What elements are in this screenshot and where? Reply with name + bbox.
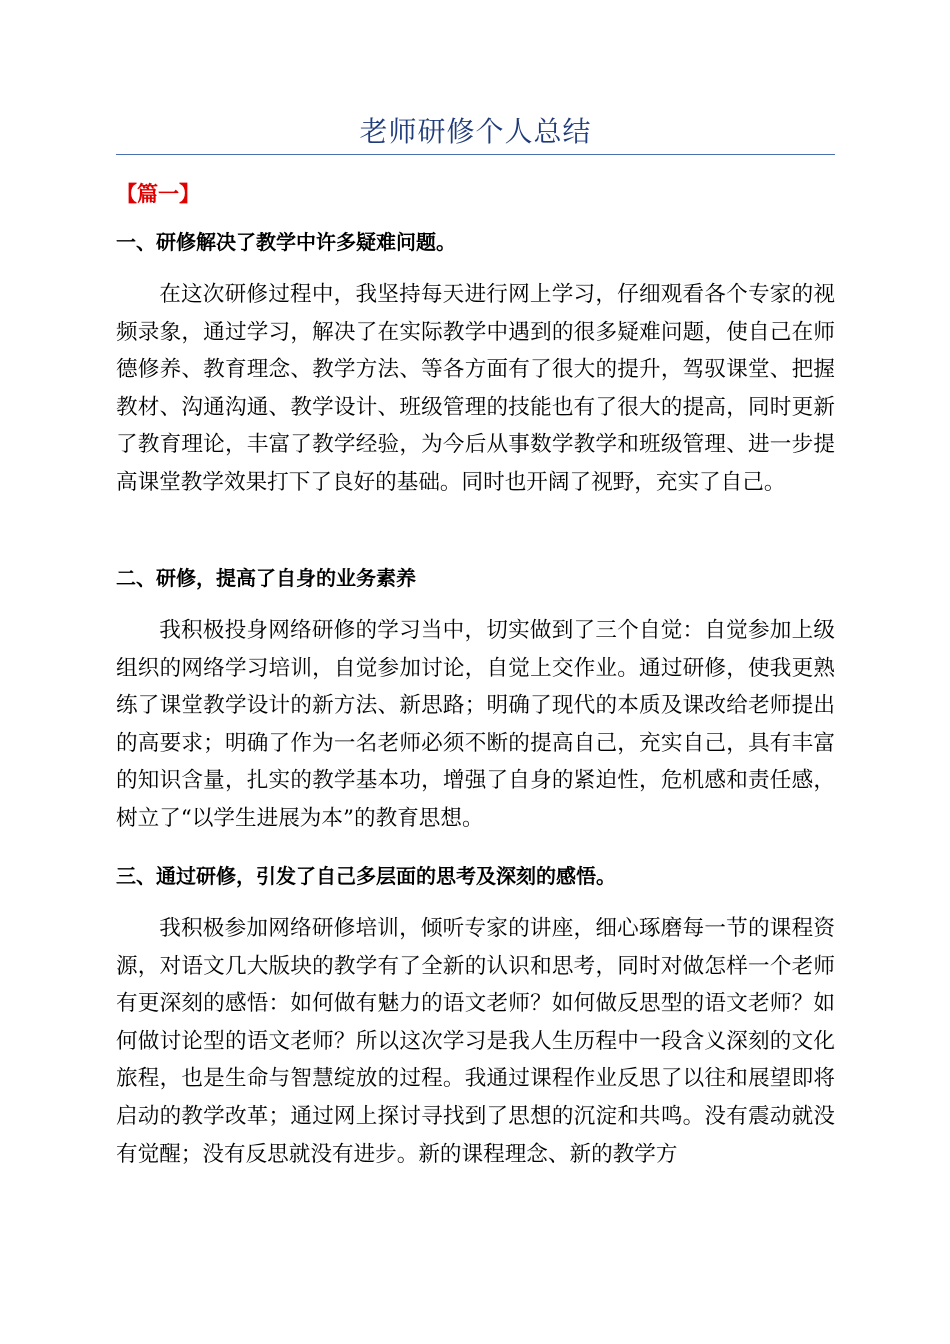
section-paragraph-1: 在这次研修过程中，我坚持每天进行网上学习，仔细观看各个专家的视频录象，通过学习，解决了在实际教学中遇到的很多疑难问题，使自己在师德修养、教育理念、教学方法、等各方面有了很大的提升，驾驭课堂、把握教材、沟通沟通、教学设计、班级管理的技能也有了很大的提高，同时更新了教育理论，丰富了教学经验，为今后从事数学教学和班级管理、进一步提高课堂教学效果打下了良好的基础。同时也开阔了视野，充实了自己。 (116, 282, 835, 495)
section-paragraph-3: 我积极参加网络研修培训，倾听专家的讲座，细心琢磨每一节的课程资源，对语文几大版块的教学有了全新的认识和思考，同时对做怎样一个老师有更深刻的感悟：如何做有魅力的语文老师？如何做反思型的语文老师？如何做讨论型的语文老师？所以这次学习是我人生历程中一段含义深刻的文化旅程，也是生命与智慧绽放的过程。我通过课程作业反思了以往和展望即将启动的教学改革；通过网上探讨寻找到了思想的沉淀和共鸣。没有震动就没有觉醒；没有反思就没有进步。新的课程理念、新的教学方 (116, 916, 835, 1167)
section-heading-3: 三、通过研修，引发了自己多层面的思考及深刻的感悟。 (116, 864, 616, 888)
section-heading-1: 一、研修解决了教学中许多疑难问题。 (116, 230, 456, 254)
section-marker: 【篇一】 (116, 182, 200, 206)
section-heading-2: 二、研修，提高了自身的业务素养 (116, 566, 416, 590)
title-underline (116, 154, 835, 155)
section-paragraph-2: 我积极投身网络研修的学习当中，切实做到了三个自觉：自觉参加上级组织的网络学习培训，自觉参加讨论，自觉上交作业。通过研修，使我更熟练了课堂教学设计的新方法、新思路；明确了现代的本质及课改给老师提出的高要求；明确了作为一名老师必须不断的提高自己，充实自己，具有丰富的知识含量，扎实的教学基本功，增强了自身的紧迫性，危机感和责任感，树立了“以学生进展为本”的教育思想。 (116, 618, 835, 831)
document-title: 老师研修个人总结 (359, 115, 592, 148)
